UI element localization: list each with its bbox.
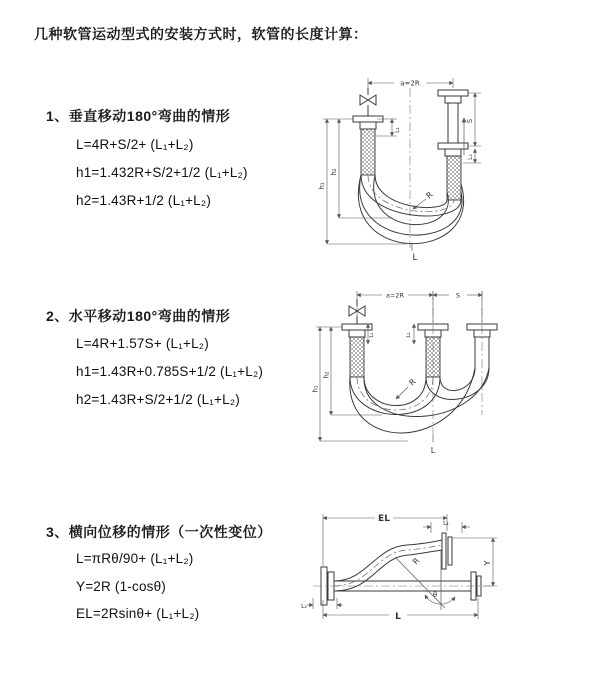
- page-title: 几种软管运动型式的安装方式时，软管的长度计算：: [34, 26, 368, 42]
- radius-callout: [413, 190, 435, 209]
- dim-label-h2: h₂: [330, 168, 338, 176]
- section1-formula-h1: h1=1.432R+S/2+1/2 (L₁+L₂): [76, 165, 248, 180]
- dim-label-h1: h₁: [311, 385, 320, 393]
- diagram-lateral-offset: [295, 500, 595, 645]
- right-flange-lower: [438, 143, 468, 200]
- right-flange-displaced: [442, 533, 452, 569]
- section2-formula-h1: h1=1.43R+0.785S+1/2 (L₁+L₂): [76, 364, 264, 379]
- section3-formula-EL: EL=2Rsinθ+ (L₁+L₂): [76, 606, 200, 621]
- diagram-horizontal-180: [310, 283, 570, 458]
- section2-formula-h2: h2=1.43R+S/2+1/2 (L₁+L₂): [76, 392, 240, 407]
- diagram1-svg: [315, 70, 565, 262]
- top-span-dimension: [368, 78, 453, 90]
- dim-label-l2: L₂: [467, 154, 474, 160]
- theta-angle: [425, 591, 455, 604]
- dim-label-l2: L₂: [406, 332, 412, 338]
- section3-heading: 3、横向位移的情形（一次性变位）: [46, 524, 272, 540]
- hose-u-bends: [350, 368, 489, 433]
- el-dimension: [323, 514, 447, 566]
- bottom-length-label: [431, 435, 436, 455]
- radius-construction: [395, 550, 445, 610]
- valve-icon: [349, 299, 365, 324]
- dim-label-radius: R: [424, 190, 435, 201]
- diagram2-svg: [310, 283, 570, 458]
- valve-icon: [360, 88, 376, 116]
- dim-label-span: a=2R: [400, 79, 420, 88]
- left-flange: [353, 116, 383, 175]
- section1-formula-h2: h2=1.43R+1/2 (L₁+L₂): [76, 193, 212, 208]
- fitting-dimensions: [368, 324, 414, 344]
- dim-label-length: L: [395, 612, 401, 622]
- section3-formula-L: L=πRθ/90+ (L₁+L₂): [76, 551, 194, 566]
- section1-heading: 1、垂直移动180°弯曲的情形: [46, 108, 231, 124]
- top-span-dimension: [357, 291, 482, 323]
- dim-label-s: S: [455, 291, 461, 300]
- dim-label-h2: h₂: [322, 371, 331, 379]
- section2-formula-L: L=4R+1.57S+ (L₁+L₂): [76, 336, 209, 351]
- top-fitting-dimension: [423, 520, 470, 533]
- dim-label-length: L: [430, 446, 436, 455]
- bottom-length-label: [412, 244, 418, 262]
- left-flange: [342, 324, 372, 377]
- y-dimension: [453, 538, 497, 586]
- right-travel-dimension: [463, 93, 481, 163]
- dim-label-l2: L₂: [301, 603, 307, 610]
- right-flange-upper: [438, 90, 468, 143]
- left-fitting-dimension: [301, 598, 343, 610]
- section3-formula-Y: Y=2R (1-cosθ): [76, 579, 167, 594]
- dim-label-l1: L₁: [443, 520, 449, 527]
- section2-heading: 2、水平移动180°弯曲的情形: [46, 308, 231, 324]
- braided-hose-section: [361, 129, 375, 175]
- dim-label-y: Y: [483, 560, 492, 566]
- dim-label-radius: R: [410, 556, 422, 567]
- section1-formula-L: L=4R+S/2+ (L₁+L₂): [76, 137, 194, 152]
- displaced-hose-s-curve: [334, 540, 442, 591]
- dim-label-radius: R: [407, 377, 418, 388]
- braided-hose-section: [350, 337, 364, 377]
- dim-label-el: EL: [378, 514, 390, 524]
- dim-label-l1: L₁: [369, 332, 375, 338]
- dim-label-theta: θ: [432, 591, 438, 599]
- dim-label-h1: h₁: [318, 182, 326, 190]
- bottom-length-dimension: [323, 598, 478, 622]
- braided-hose-section: [426, 337, 440, 377]
- dim-label-l1: L₁: [394, 127, 401, 133]
- diagram3-svg: [295, 500, 595, 645]
- diagram-vertical-180: [315, 70, 565, 262]
- radius-callout: [396, 377, 418, 399]
- dim-label-s: S: [466, 118, 474, 124]
- dim-label-length: L: [412, 253, 418, 262]
- dim-label-span: a=2R: [385, 291, 405, 300]
- braided-hose-section: [447, 156, 461, 200]
